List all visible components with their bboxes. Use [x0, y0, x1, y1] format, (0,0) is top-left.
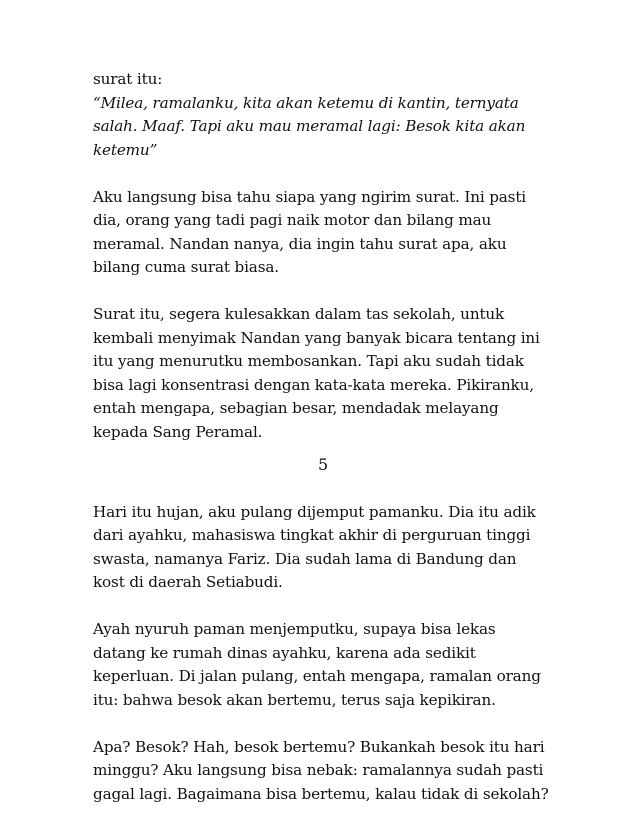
intro-label: [93, 68, 553, 92]
text-line: bisa lagi konsentrasi dengan kata-kata mereka. Pikiranku,: [93, 375, 534, 394]
paragraph-gap: [93, 477, 553, 501]
letter-quote: [93, 92, 553, 163]
text-line: entah mengapa, sebagian besar, mendadak melayang: [93, 399, 499, 417]
text-line: Surat itu, segera kulesakkan dalam tas sekolah, untuk: [93, 305, 505, 323]
text-line: Ayah nyuruh paman menjemputku, supaya bisa lekas: [93, 620, 496, 638]
text-line: minggu? Aku langsung bisa nebak: ramalannya sudah pasti: [93, 761, 544, 779]
paragraph-2: [93, 303, 553, 444]
document-page: [93, 68, 553, 806]
text-line: gagal lagi. Bagaimana bisa bertemu, kalau tidak di sekolah?: [93, 784, 549, 803]
paragraph-gap: [93, 162, 553, 186]
text-line: dia, orang yang tadi pagi naik motor dan bilang mau: [93, 211, 492, 229]
chapter-number: 5: [317, 455, 329, 474]
text-line: dari ayahku, mahasiswa tingkat akhir di perguruan tinggi: [93, 526, 531, 544]
quote-line: ketemu”: [93, 140, 158, 159]
intro-line: surat itu:: [93, 70, 163, 88]
text-line: itu: bahwa besok akan bertemu, terus saja kepikiran.: [93, 690, 496, 709]
quote-line: “Milea, ramalanku, kita akan ketemu di kantin, ternyata: [93, 93, 519, 112]
paragraph-gap: [93, 595, 553, 619]
paragraph-gap: [93, 280, 553, 304]
text-line: Hari itu hujan, aku pulang dijemput pamanku. Dia itu adik: [93, 502, 536, 521]
text-line: kepada Sang Peramal.: [93, 422, 263, 441]
text-line: swasta, namanya Fariz. Dia sudah lama di Bandung dan: [93, 549, 517, 568]
text-line: itu yang menurutku membosankan. Tapi aku sudah tidak: [93, 352, 524, 370]
paragraph-4: [93, 618, 553, 712]
text-line: meramal. Nandan nanya, dia ingin tahu surat apa, aku: [93, 234, 507, 253]
paragraph-1: [93, 186, 553, 280]
paragraph-3: [93, 501, 553, 595]
text-line: kost di daerah Setiabudi.: [93, 573, 283, 591]
text-line: bilang cuma surat biasa.: [93, 258, 279, 276]
quote-line: salah. Maaf. Tapi aku mau meramal lagi: Besok kita akan: [93, 117, 526, 135]
text-line: Apa? Besok? Hah, besok bertemu? Bukankah besok itu hari: [93, 737, 545, 756]
text-line: keperluan. Di jalan pulang, entah mengapa, ramalan orang: [93, 667, 541, 685]
text-line: kembali menyimak Nandan yang banyak bicara tentang ini: [93, 328, 540, 347]
text-line: Aku langsung bisa tahu siapa yang ngirim surat. Ini pasti: [93, 187, 526, 206]
text-line: datang ke rumah dinas ayahku, karena ada sedikit: [93, 643, 476, 662]
paragraph-5: [93, 736, 553, 807]
paragraph-gap: [93, 712, 553, 736]
